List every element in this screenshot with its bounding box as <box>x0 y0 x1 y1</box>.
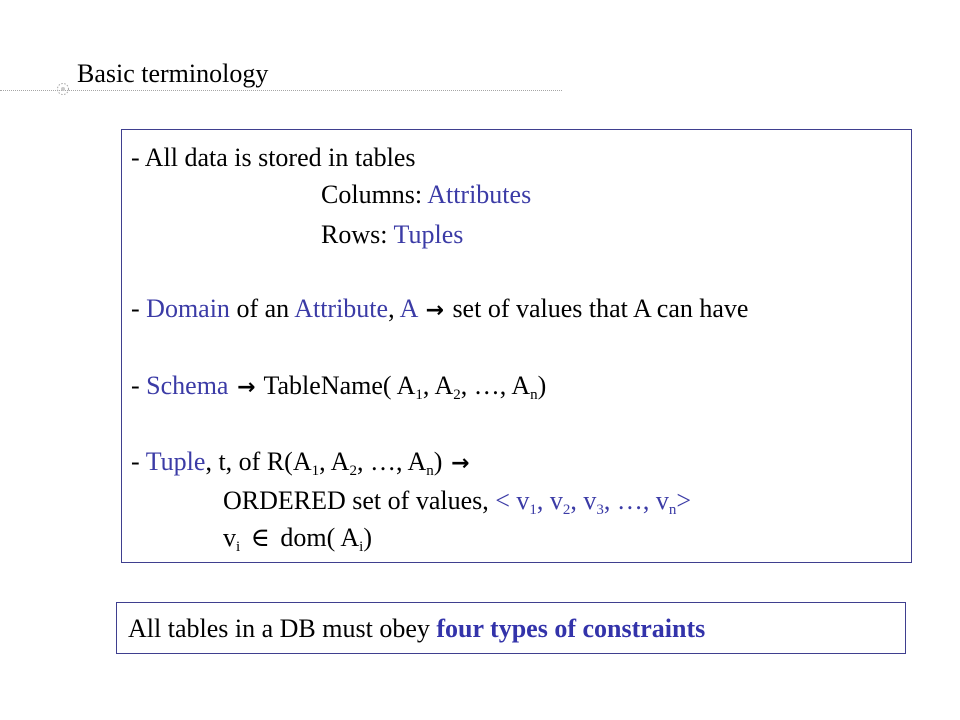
element-dom: dom( A <box>273 523 360 552</box>
constraints-line <box>128 613 705 645</box>
schema-sep-2: , …, A <box>460 371 531 400</box>
rows-value: Tuples <box>393 220 464 249</box>
schema-line <box>131 370 546 404</box>
element-of-symbol: ∈ <box>250 523 270 552</box>
ordered-close: > <box>676 486 692 515</box>
tuple-dash: - <box>131 447 146 476</box>
domain-dash: - <box>131 294 147 323</box>
columns-label: Columns: <box>321 180 428 209</box>
terminology-box <box>121 129 912 563</box>
domain-attribute: Attribute <box>294 294 389 323</box>
schema-dash: - <box>131 371 147 400</box>
tuple-sep-1: , A <box>319 447 350 476</box>
tables-line <box>131 142 416 174</box>
tuple-sub-n: n <box>426 463 434 479</box>
constraints-text: All tables in a DB must obey <box>128 614 437 643</box>
constraints-box <box>116 602 906 654</box>
element-v: v <box>223 523 236 552</box>
rows-line <box>321 219 463 251</box>
tuple-text: , t, of R(A <box>205 447 312 476</box>
tuple-sub-2: 2 <box>349 463 357 479</box>
tuple-sep-2: , …, A <box>356 447 427 476</box>
right-arrow-icon: → <box>236 375 256 400</box>
ordered-sub-1: 1 <box>529 502 537 518</box>
ordered-sub-n: n <box>668 502 677 518</box>
ordered-sep-1: , v <box>536 486 563 515</box>
ordered-sub-2: 2 <box>562 502 571 518</box>
domain-term: Domain <box>146 294 230 323</box>
element-close: ) <box>363 523 372 552</box>
columns-line <box>321 179 531 211</box>
schema-sep-1: , A <box>422 371 454 400</box>
element-line <box>223 522 372 554</box>
right-arrow-icon: → <box>450 451 470 476</box>
tuple-close: ) <box>433 447 449 476</box>
element-sub-i: i <box>236 539 241 555</box>
ordered-line <box>223 485 691 517</box>
slide-title: Basic terminology <box>77 59 269 88</box>
columns-value: Attributes <box>427 180 532 209</box>
schema-table-name: TableName( A <box>257 371 416 400</box>
tuple-term: Tuple <box>145 447 206 476</box>
right-arrow-icon: → <box>425 298 444 323</box>
rows-label: Rows: <box>321 220 394 249</box>
schema-term: Schema <box>146 371 229 400</box>
ordered-sep-3: , …, v <box>603 486 669 515</box>
tables-text: - All data is stored in tables <box>131 143 416 172</box>
ordered-sep-2: , v <box>570 486 597 515</box>
element-sub-i-2: i <box>359 539 364 555</box>
title-divider <box>0 90 562 91</box>
ordered-open: < v <box>495 486 530 515</box>
domain-comma: , <box>388 294 400 323</box>
domain-a: A <box>399 294 417 323</box>
schema-sub-n: n <box>530 387 538 403</box>
schema-close: ) <box>537 371 547 400</box>
ordered-sub-3: 3 <box>596 502 604 518</box>
tuple-line <box>131 446 471 480</box>
schema-sub-1: 1 <box>415 387 423 403</box>
ordered-text: ORDERED set of values, <box>223 486 496 515</box>
domain-line <box>131 293 748 327</box>
dotted-ornament-icon <box>56 82 70 96</box>
tuple-sub-1: 1 <box>311 463 320 479</box>
domain-rest: set of values that A can have <box>445 294 749 323</box>
schema-sub-2: 2 <box>453 387 461 403</box>
ordered-tuple <box>495 486 692 518</box>
domain-of-an: of an <box>229 294 295 323</box>
constraints-emphasis: four types of constraints <box>436 614 706 643</box>
